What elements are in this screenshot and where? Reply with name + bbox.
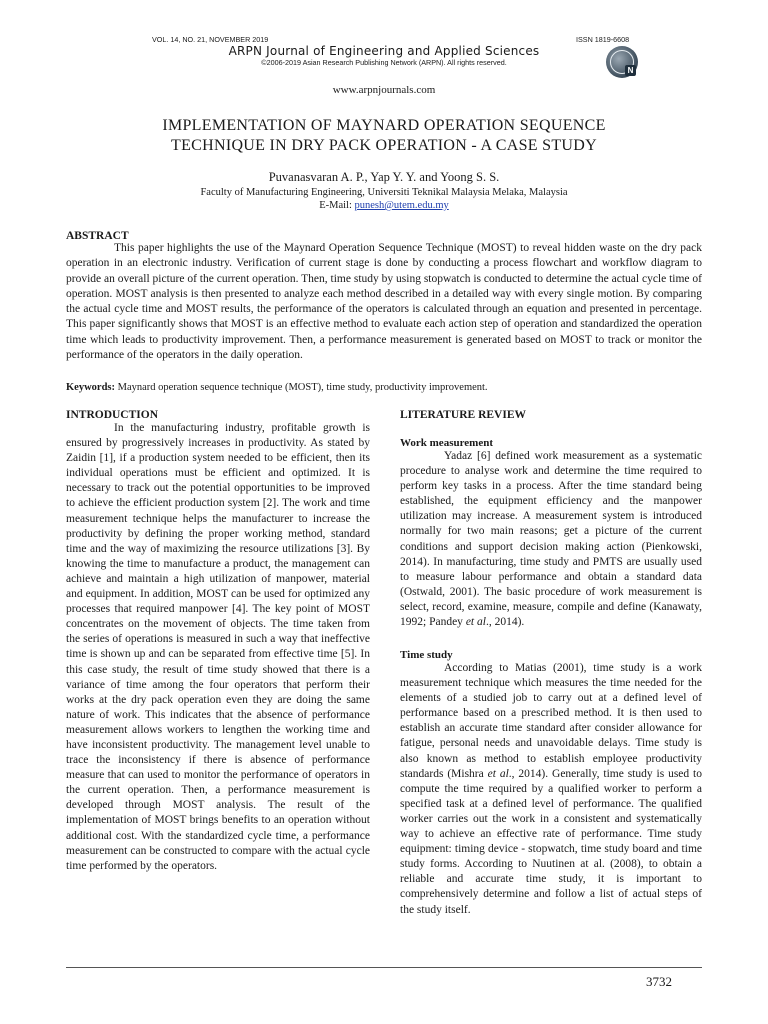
work-measurement-body: Yadaz [6] defined work measurement as a systematic procedure to analyse work and determine the time required to perform key tasks in a process. After the time standard being established, the equipment efficiency and the manpower utilization may increase. A measurement system is introduced normally for two main reasons; get a picture of the current conditions and support decision making action (Pienkowski, 2014). In manufacturing, time study and PMTS are usually used to measure labour performance and obtain a standard data (Ostwald, 2001). The basic procedure of work measurement is select, record, examine, measure, compile and define (Kanawaty, 1992; Pandey et al., 2014).: [400, 450, 702, 629]
literature-review-heading: LITERATURE REVIEW: [400, 409, 526, 421]
introduction-body: In the manufacturing industry, profitable growth is ensured by progressively increases in productivity. As stated by Zaidin [1], if a production system needed to be efficient, then its individual operations must be efficient and optimized. It is necessary to track out the potential opportunities to be improved to achieve the efficient production system [2]. The work and time measurement technique helps the manufacturer to increase the productivity by defining the proper working method, standard time and the way of maximizing the resource utilizations [3]. By knowing the time to manufacture a product, the management can achieve and maintain a high utilization of manpower, material and equipment. In addition, MOST can be used for optimized any processes that required manpower [4]. The key point of MOST concentrates on the movement of objects. The time taken from the series of operations is measured in such a way that ineffective time is shown up and can be separated from effective time [5]. In this case study, the result of time study showed that there is a variance of time among the four operators that perform their works at the dry pack operation even they are doing the same nature of work. This indicates that the absence of performance measurement allows workers to lengthen the working time and have inconsistent productivity. The management level unable to trace the inconsistency if there is absence of performance measure that can used to monitor the performance of operators in the current operation. Then, a performance measurement is developed through MOST analysis. The result of the implementation of MOST brings benefits to an operation without additional cost. With the standardized cycle time, a performance measurement can be constructed to compare with the actual cycle time performed by the operators.: [66, 422, 370, 872]
abstract-body: This paper highlights the use of the Maynard Operation Sequence Technique (MOST) to reveal hidden waste on the dry pack operation in an electronic industry. Verification of current stage is done by conducting a process flowchart and workflow diagram to provide an overall picture of the current operation. Then, time study by using stopwatch is conducted to determine the actual cycle time of operation. MOST analysis is then presented to analyze each method described in a detailed way with every single motion. By comparing the actual cycle time and MOST results, the performance of the operators is calculated through an equation and presented in percentage. This paper significantly shows that MOST is an effective method to evaluate each action step of operation and standardized the operation time which leads to productivity improvement. Then, a performance measurement is generated based on MOST to track or monitor the performance of the operators in the daily operation.: [66, 242, 702, 362]
volume-info: VOL. 14, NO. 21, NOVEMBER 2019: [152, 35, 269, 44]
time-study-heading: Time study: [400, 649, 453, 661]
paper-title-line2: TECHNIQUE IN DRY PACK OPERATION - A CASE STUDY: [171, 137, 597, 154]
affiliation: Faculty of Manufacturing Engineering, Universiti Teknikal Malaysia Melaka, Malaysia: [200, 187, 568, 198]
introduction-heading: INTRODUCTION: [66, 409, 159, 421]
email-link[interactable]: punesh@utem.edu.my: [354, 200, 449, 211]
email-label: E-Mail:: [319, 200, 355, 211]
issn: ISSN 1819-6608: [576, 35, 630, 44]
footer-divider: [66, 967, 702, 968]
journal-website: www.arpnjournals.com: [332, 84, 436, 96]
authors: Puvanasvaran A. P., Yap Y. Y. and Yoong S. S.: [268, 170, 500, 184]
paper-title-line1: IMPLEMENTATION OF MAYNARD OPERATION SEQUENCE: [162, 117, 606, 134]
logo-letter: N: [625, 65, 636, 76]
keywords-label: Keywords:: [66, 382, 115, 393]
journal-title: ARPN Journal of Engineering and Applied Sciences: [228, 44, 540, 58]
keywords: [66, 382, 488, 393]
email-line: [0, 200, 768, 211]
arpn-logo-icon: [606, 46, 638, 78]
keywords-text: Maynard operation sequence technique (MOST), time study, productivity improvement.: [115, 382, 488, 393]
time-study-body: According to Matias (2001), time study is a work measurement technique which measures the time needed for the elements of a studied job to carry out at a defined level of performance based on a prescribed method. It is then used to establish an accurate time standard after consider allowance for fatigue, personal needs and unavoidable delays. Time study is also known as method to establish employee productivity standards (Mishra et al., 2014). Generally, time study is used to compute the time required by a qualified worker to perform a specified task at a defined level of performance. The qualified worker carries out the work in a consistent and systematically way to achieve an effective rate of performance. Time study equipment: timing device - stopwatch, time study board and time study forms. According to Nuutinen at al. (2008), to obtain a reliable and accurate time study, it is important to comprehensively determine and follow a list of actual steps of the study itself.: [400, 662, 703, 916]
copyright-notice: ©2006-2019 Asian Research Publishing Network (ARPN). All rights reserved.: [261, 58, 507, 67]
abstract-heading: ABSTRACT: [66, 230, 129, 242]
work-measurement-heading: Work measurement: [400, 437, 493, 449]
page-number: 3732: [646, 974, 672, 989]
